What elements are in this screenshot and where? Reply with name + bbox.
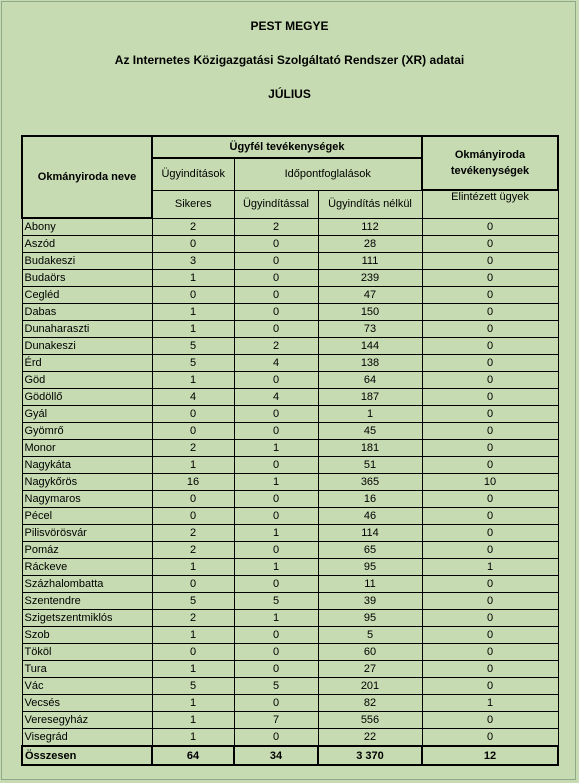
value-cell-sikeres: 2 bbox=[152, 218, 234, 236]
value-cell-nelkul: 239 bbox=[318, 270, 422, 287]
table-row bbox=[22, 559, 558, 576]
value-cell-sikeres: 1 bbox=[152, 627, 234, 644]
value-cell-elintezett: 0 bbox=[422, 218, 558, 236]
table-row bbox=[22, 423, 558, 440]
value-cell-ugyinditassal: 0 bbox=[234, 372, 318, 389]
value-cell-nelkul: 64 bbox=[318, 372, 422, 389]
header-appointments: Időpontfoglalások bbox=[234, 158, 422, 190]
month-title: JÚLIUS bbox=[268, 87, 311, 101]
table-row bbox=[22, 491, 558, 508]
value-cell-ugyinditassal: 0 bbox=[234, 627, 318, 644]
value-cell-elintezett: 1 bbox=[422, 695, 558, 712]
value-cell-elintezett: 0 bbox=[422, 661, 558, 678]
value-cell-ugyinditassal: 1 bbox=[234, 525, 318, 542]
table-row bbox=[22, 440, 558, 457]
value-cell-ugyinditassal: 2 bbox=[234, 218, 318, 236]
value-cell-nelkul: 556 bbox=[318, 712, 422, 729]
value-cell-nelkul: 187 bbox=[318, 389, 422, 406]
value-cell-ugyinditassal: 0 bbox=[234, 508, 318, 525]
value-cell-ugyinditassal: 1 bbox=[234, 474, 318, 491]
value-cell-nelkul: 11 bbox=[318, 576, 422, 593]
value-cell-nelkul: 45 bbox=[318, 423, 422, 440]
value-cell-nelkul: 365 bbox=[318, 474, 422, 491]
total-value-nelkul: 3 370 bbox=[318, 746, 422, 765]
header-office-name: Okmányiroda neve bbox=[22, 136, 152, 218]
value-cell-elintezett: 0 bbox=[422, 355, 558, 372]
office-name-cell: Abony bbox=[22, 218, 152, 236]
value-cell-elintezett: 0 bbox=[422, 525, 558, 542]
value-cell-nelkul: 82 bbox=[318, 695, 422, 712]
value-cell-sikeres: 1 bbox=[152, 695, 234, 712]
header-successful: Sikeres bbox=[152, 190, 234, 218]
value-cell-nelkul: 65 bbox=[318, 542, 422, 559]
value-cell-sikeres: 2 bbox=[152, 440, 234, 457]
table-row bbox=[22, 321, 558, 338]
header-with-initiation: Ügyindítással bbox=[234, 190, 318, 218]
value-cell-sikeres: 0 bbox=[152, 644, 234, 661]
value-cell-sikeres: 0 bbox=[152, 406, 234, 423]
value-cell-sikeres: 1 bbox=[152, 372, 234, 389]
value-cell-ugyinditassal: 0 bbox=[234, 644, 318, 661]
county-title: PEST MEGYE bbox=[250, 19, 329, 33]
value-cell-elintezett: 0 bbox=[422, 508, 558, 525]
value-cell-sikeres: 1 bbox=[152, 661, 234, 678]
office-name-cell: Gödöllő bbox=[22, 389, 152, 406]
value-cell-sikeres: 1 bbox=[152, 270, 234, 287]
value-cell-sikeres: 1 bbox=[152, 304, 234, 321]
value-cell-sikeres: 1 bbox=[152, 559, 234, 576]
value-cell-sikeres: 0 bbox=[152, 236, 234, 253]
value-cell-sikeres: 1 bbox=[152, 321, 234, 338]
office-name-cell: Pomáz bbox=[22, 542, 152, 559]
office-name-cell: Budaörs bbox=[22, 270, 152, 287]
value-cell-elintezett: 0 bbox=[422, 678, 558, 695]
value-cell-nelkul: 73 bbox=[318, 321, 422, 338]
report-subtitle: Az Internetes Közigazgatási Szolgáltató Rendszer (XR) adatai bbox=[114, 53, 465, 67]
value-cell-nelkul: 95 bbox=[318, 559, 422, 576]
value-cell-elintezett: 0 bbox=[422, 270, 558, 287]
value-cell-sikeres: 2 bbox=[152, 610, 234, 627]
office-name-cell: Dunakeszi bbox=[22, 338, 152, 355]
office-name-cell: Monor bbox=[22, 440, 152, 457]
value-cell-ugyinditassal: 0 bbox=[234, 423, 318, 440]
value-cell-nelkul: 22 bbox=[318, 729, 422, 747]
value-cell-ugyinditassal: 0 bbox=[234, 304, 318, 321]
value-cell-ugyinditassal: 5 bbox=[234, 593, 318, 610]
table-row bbox=[22, 372, 558, 389]
office-name-cell: Visegrád bbox=[22, 729, 152, 747]
value-cell-nelkul: 1 bbox=[318, 406, 422, 423]
table-row bbox=[22, 695, 558, 712]
value-cell-sikeres: 1 bbox=[152, 457, 234, 474]
value-cell-ugyinditassal: 0 bbox=[234, 236, 318, 253]
value-cell-nelkul: 47 bbox=[318, 287, 422, 304]
value-cell-sikeres: 0 bbox=[152, 423, 234, 440]
value-cell-nelkul: 16 bbox=[318, 491, 422, 508]
value-cell-ugyinditassal: 0 bbox=[234, 576, 318, 593]
total-value-elintezett: 12 bbox=[422, 746, 558, 765]
value-cell-nelkul: 111 bbox=[318, 253, 422, 270]
value-cell-sikeres: 0 bbox=[152, 491, 234, 508]
header-client-activities: Ügyfél tevékenységek bbox=[152, 136, 422, 158]
value-cell-ugyinditassal: 0 bbox=[234, 542, 318, 559]
value-cell-elintezett: 10 bbox=[422, 474, 558, 491]
header-office-activities: Okmányiroda tevékenységek bbox=[422, 136, 558, 190]
value-cell-elintezett: 0 bbox=[422, 423, 558, 440]
table-row bbox=[22, 661, 558, 678]
header-without-initiation: Ügyindítás nélkül bbox=[318, 190, 422, 218]
table-row bbox=[22, 610, 558, 627]
value-cell-ugyinditassal: 0 bbox=[234, 270, 318, 287]
office-name-cell: Nagymaros bbox=[22, 491, 152, 508]
value-cell-nelkul: 150 bbox=[318, 304, 422, 321]
value-cell-nelkul: 60 bbox=[318, 644, 422, 661]
office-name-cell: Gyömrő bbox=[22, 423, 152, 440]
value-cell-elintezett: 0 bbox=[422, 644, 558, 661]
value-cell-ugyinditassal: 1 bbox=[234, 559, 318, 576]
table-row bbox=[22, 389, 558, 406]
value-cell-ugyinditassal: 4 bbox=[234, 389, 318, 406]
office-name-cell: Szentendre bbox=[22, 593, 152, 610]
value-cell-elintezett: 0 bbox=[422, 287, 558, 304]
value-cell-sikeres: 5 bbox=[152, 678, 234, 695]
table-row bbox=[22, 253, 558, 270]
value-cell-ugyinditassal: 1 bbox=[234, 440, 318, 457]
statistics-table bbox=[21, 135, 559, 766]
table-row bbox=[22, 287, 558, 304]
value-cell-elintezett: 0 bbox=[422, 406, 558, 423]
table-row bbox=[22, 218, 558, 236]
value-cell-elintezett: 0 bbox=[422, 440, 558, 457]
table-body bbox=[22, 218, 558, 765]
value-cell-elintezett: 0 bbox=[422, 253, 558, 270]
value-cell-elintezett: 0 bbox=[422, 627, 558, 644]
office-name-cell: Pécel bbox=[22, 508, 152, 525]
value-cell-ugyinditassal: 1 bbox=[234, 610, 318, 627]
header-completed-cases: Elintézett ügyek bbox=[422, 190, 558, 218]
value-cell-sikeres: 2 bbox=[152, 542, 234, 559]
value-cell-nelkul: 138 bbox=[318, 355, 422, 372]
table-row bbox=[22, 474, 558, 491]
header-case-initiations: Ügyindítások bbox=[152, 158, 234, 190]
table-row bbox=[22, 678, 558, 695]
table-row bbox=[22, 270, 558, 287]
value-cell-elintezett: 0 bbox=[422, 491, 558, 508]
value-cell-sikeres: 5 bbox=[152, 338, 234, 355]
value-cell-ugyinditassal: 0 bbox=[234, 253, 318, 270]
value-cell-ugyinditassal: 0 bbox=[234, 321, 318, 338]
value-cell-sikeres: 5 bbox=[152, 355, 234, 372]
office-name-cell: Veresegyház bbox=[22, 712, 152, 729]
value-cell-elintezett: 1 bbox=[422, 559, 558, 576]
value-cell-nelkul: 144 bbox=[318, 338, 422, 355]
value-cell-ugyinditassal: 0 bbox=[234, 695, 318, 712]
table-row bbox=[22, 576, 558, 593]
table-row bbox=[22, 406, 558, 423]
value-cell-sikeres: 3 bbox=[152, 253, 234, 270]
table-row bbox=[22, 525, 558, 542]
office-name-cell: Érd bbox=[22, 355, 152, 372]
value-cell-ugyinditassal: 0 bbox=[234, 457, 318, 474]
value-cell-nelkul: 28 bbox=[318, 236, 422, 253]
table-row bbox=[22, 627, 558, 644]
table-row bbox=[22, 338, 558, 355]
office-name-cell: Pilisvörösvár bbox=[22, 525, 152, 542]
value-cell-nelkul: 112 bbox=[318, 218, 422, 236]
table-row bbox=[22, 542, 558, 559]
office-name-cell: Gyál bbox=[22, 406, 152, 423]
value-cell-ugyinditassal: 0 bbox=[234, 406, 318, 423]
value-cell-sikeres: 1 bbox=[152, 729, 234, 747]
office-name-cell: Dunaharaszti bbox=[22, 321, 152, 338]
value-cell-elintezett: 0 bbox=[422, 389, 558, 406]
office-name-cell: Szob bbox=[22, 627, 152, 644]
total-value-sikeres: 64 bbox=[152, 746, 234, 765]
value-cell-elintezett: 0 bbox=[422, 542, 558, 559]
value-cell-elintezett: 0 bbox=[422, 304, 558, 321]
value-cell-elintezett: 0 bbox=[422, 593, 558, 610]
value-cell-sikeres: 0 bbox=[152, 287, 234, 304]
office-name-cell: Százhalombatta bbox=[22, 576, 152, 593]
office-name-cell: Nagykőrös bbox=[22, 474, 152, 491]
table-row bbox=[22, 593, 558, 610]
value-cell-elintezett: 0 bbox=[422, 321, 558, 338]
value-cell-nelkul: 201 bbox=[318, 678, 422, 695]
table-row bbox=[22, 508, 558, 525]
office-name-cell: Dabas bbox=[22, 304, 152, 321]
table-row bbox=[22, 355, 558, 372]
value-cell-elintezett: 0 bbox=[422, 372, 558, 389]
value-cell-elintezett: 0 bbox=[422, 712, 558, 729]
value-cell-elintezett: 0 bbox=[422, 610, 558, 627]
value-cell-elintezett: 0 bbox=[422, 576, 558, 593]
table-row bbox=[22, 644, 558, 661]
office-name-cell: Tura bbox=[22, 661, 152, 678]
value-cell-nelkul: 39 bbox=[318, 593, 422, 610]
office-name-cell: Göd bbox=[22, 372, 152, 389]
value-cell-nelkul: 95 bbox=[318, 610, 422, 627]
office-name-cell: Cegléd bbox=[22, 287, 152, 304]
total-label: Összesen bbox=[22, 746, 152, 765]
value-cell-nelkul: 181 bbox=[318, 440, 422, 457]
value-cell-elintezett: 0 bbox=[422, 338, 558, 355]
value-cell-sikeres: 5 bbox=[152, 593, 234, 610]
value-cell-ugyinditassal: 0 bbox=[234, 661, 318, 678]
table-row bbox=[22, 729, 558, 747]
value-cell-ugyinditassal: 0 bbox=[234, 491, 318, 508]
office-name-cell: Vecsés bbox=[22, 695, 152, 712]
value-cell-elintezett: 0 bbox=[422, 729, 558, 747]
value-cell-ugyinditassal: 4 bbox=[234, 355, 318, 372]
value-cell-sikeres: 1 bbox=[152, 712, 234, 729]
value-cell-ugyinditassal: 0 bbox=[234, 287, 318, 304]
value-cell-elintezett: 0 bbox=[422, 457, 558, 474]
value-cell-elintezett: 0 bbox=[422, 236, 558, 253]
value-cell-sikeres: 4 bbox=[152, 389, 234, 406]
office-name-cell: Aszód bbox=[22, 236, 152, 253]
table-row bbox=[22, 457, 558, 474]
value-cell-ugyinditassal: 5 bbox=[234, 678, 318, 695]
office-name-cell: Ráckeve bbox=[22, 559, 152, 576]
total-value-ugyinditassal: 34 bbox=[234, 746, 318, 765]
office-name-cell: Nagykáta bbox=[22, 457, 152, 474]
table-row bbox=[22, 712, 558, 729]
value-cell-nelkul: 51 bbox=[318, 457, 422, 474]
office-name-cell: Budakeszi bbox=[22, 253, 152, 270]
value-cell-sikeres: 0 bbox=[152, 508, 234, 525]
table-row bbox=[22, 304, 558, 321]
value-cell-sikeres: 2 bbox=[152, 525, 234, 542]
office-name-cell: Tököl bbox=[22, 644, 152, 661]
value-cell-ugyinditassal: 7 bbox=[234, 712, 318, 729]
table-row bbox=[22, 236, 558, 253]
value-cell-sikeres: 16 bbox=[152, 474, 234, 491]
value-cell-nelkul: 5 bbox=[318, 627, 422, 644]
total-row bbox=[22, 746, 558, 765]
value-cell-nelkul: 114 bbox=[318, 525, 422, 542]
value-cell-ugyinditassal: 0 bbox=[234, 729, 318, 747]
office-name-cell: Szigetszentmiklós bbox=[22, 610, 152, 627]
office-name-cell: Vác bbox=[22, 678, 152, 695]
value-cell-sikeres: 0 bbox=[152, 576, 234, 593]
value-cell-nelkul: 46 bbox=[318, 508, 422, 525]
value-cell-nelkul: 27 bbox=[318, 661, 422, 678]
value-cell-ugyinditassal: 2 bbox=[234, 338, 318, 355]
